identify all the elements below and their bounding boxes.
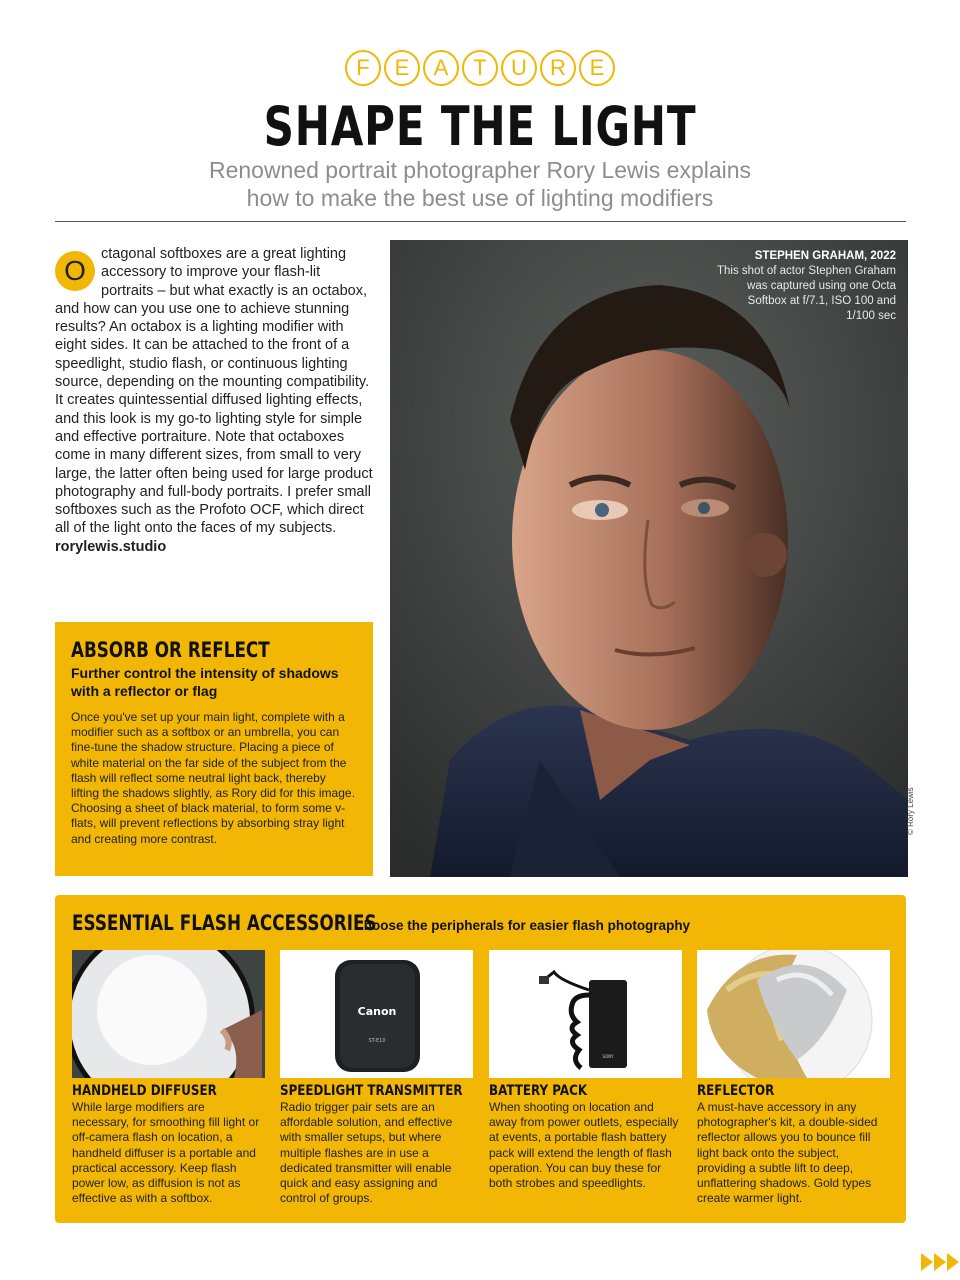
page-title: SHAPE THE LIGHT (263, 95, 697, 158)
intro-body: ctagonal softboxes are a great lighting accessory to improve your flash-lit portraits – but what exactly is an octabox, and how can you use one to achieve stunning results? An octabox is a lighting modifier with eight sides. It can be attached to the front of a speedlight, studio flash, or continuous lighting source, depending on the mounting compatibility. It creates quintessential diffused lighting effects, and this look is my go-to lighting style for simple and effective portraiture. Note that octaboxes come in many different sizes, from small to very large, the latter often being used for large product photography and full-body portraits. I prefer small softboxes such as the Profoto OCF, which direct all of the light onto the faces of my subjects. (55, 246, 373, 537)
battery-pack-illustration (489, 950, 682, 1078)
diffuser-illustration (72, 950, 265, 1078)
drop-cap: O (55, 251, 95, 291)
absorb-body: Once you've set up your main light, complete with a modifier such as a softbox or an umbrella, you can fine-tune the shadow structure. Placing a piece of white material on the far side of the subject from the flash will reflect some neutral light back, thereby lifting the shadows slightly, as Rory did for this image. Choosing a sheet of black material, to form some v-flats, will prevent reflections by absorbing stray light and creating more contrast. (71, 710, 355, 846)
intro-article (55, 245, 375, 556)
standfirst-line: Renowned portrait photographer Rory Lewis explains (208, 157, 752, 183)
accessories-subtitle: Choose the peripherals for easier flash photography (354, 918, 691, 933)
kicker-letter: T (462, 50, 498, 86)
kicker-letter: F (345, 50, 381, 86)
feature-kicker (0, 50, 960, 86)
kicker-letter: U (501, 50, 537, 86)
accessory-title: BATTERY PACK (489, 1083, 588, 1099)
transmitter-illustration (280, 950, 473, 1078)
accessories-panel (55, 895, 906, 1223)
accessories-title: ESSENTIAL FLASH ACCESSORIES (72, 911, 377, 935)
website-link[interactable]: rorylewis.studio (55, 538, 167, 555)
accessory-text: When shooting on location and away from power outlets, especially at events, a portable flash battery pack will extend the length of flash operation. You can buy these for both strobes and speedlights. (489, 1100, 679, 1191)
battery-pack-image (489, 950, 682, 1078)
standfirst (120, 156, 840, 212)
transmitter-brand: Canon (357, 1005, 397, 1018)
accessory-title: HANDHELD DIFFUSER (72, 1083, 217, 1099)
reflector-illustration (697, 950, 890, 1078)
portrait-illustration (390, 240, 908, 877)
reflector-image (697, 950, 890, 1078)
accessory-text: Radio trigger pair sets are an affordable solution, and effective with smaller setups, but where multiple flashes are in use a dedicated transmitter will enable quick and easy assigning and control of groups. (280, 1100, 453, 1206)
caption-title: STEPHEN GRAHAM, 2022 (754, 250, 896, 262)
accessory-title: REFLECTOR (697, 1083, 775, 1099)
accessory-title: SPEEDLIGHT TRANSMITTER (280, 1083, 463, 1099)
absorb-reflect-box (55, 622, 373, 876)
accessory-card (489, 950, 682, 1191)
kicker-letter: E (579, 50, 615, 86)
header-divider (55, 221, 906, 222)
arrow-icon (921, 1253, 933, 1271)
absorb-title: ABSORB OR REFLECT (71, 638, 270, 662)
next-page-arrows-icon[interactable] (921, 1253, 960, 1271)
photo-credit: © Rory Lewis (906, 787, 915, 835)
accessories-header (72, 911, 690, 935)
diffuser-image (72, 950, 265, 1078)
arrow-icon (934, 1253, 946, 1271)
accessory-text: A must-have accessory in any photographer's kit, a double-sided reflector allows you to bounce fill light back onto the subject, providing a subtle lift to deep, unflattering shadows. Gold types create warmer light. (697, 1100, 878, 1206)
transmitter-model: ST-E10 (368, 1038, 386, 1044)
transmitter-image (280, 950, 473, 1078)
accessory-card (72, 950, 265, 1206)
absorb-subtitle: Further control the intensity of shadows with a reflector or flag (71, 665, 339, 699)
kicker-letter: E (384, 50, 420, 86)
kicker-letter: R (540, 50, 576, 86)
accessory-card (697, 950, 890, 1206)
battery-brand: SONY (602, 1054, 614, 1059)
accessory-text: While large modifiers are necessary, for smoothing fill light or off-camera flash on location, a handheld diffuser is a portable and practical accessory. Keep flash power low, as diffusion is not as effective as with a softbox. (72, 1100, 260, 1206)
caption-text: This shot of actor Stephen Graham was captured using one Octa Softbox at f/7.1, ISO 100 and 1/100 sec (717, 265, 896, 322)
standfirst-line: how to make the best use of lighting modifiers (246, 185, 714, 211)
portrait-photo (390, 240, 908, 877)
arrow-icon (947, 1253, 959, 1271)
photo-caption (716, 249, 896, 324)
kicker-letter: A (423, 50, 459, 86)
accessory-card (280, 950, 473, 1206)
